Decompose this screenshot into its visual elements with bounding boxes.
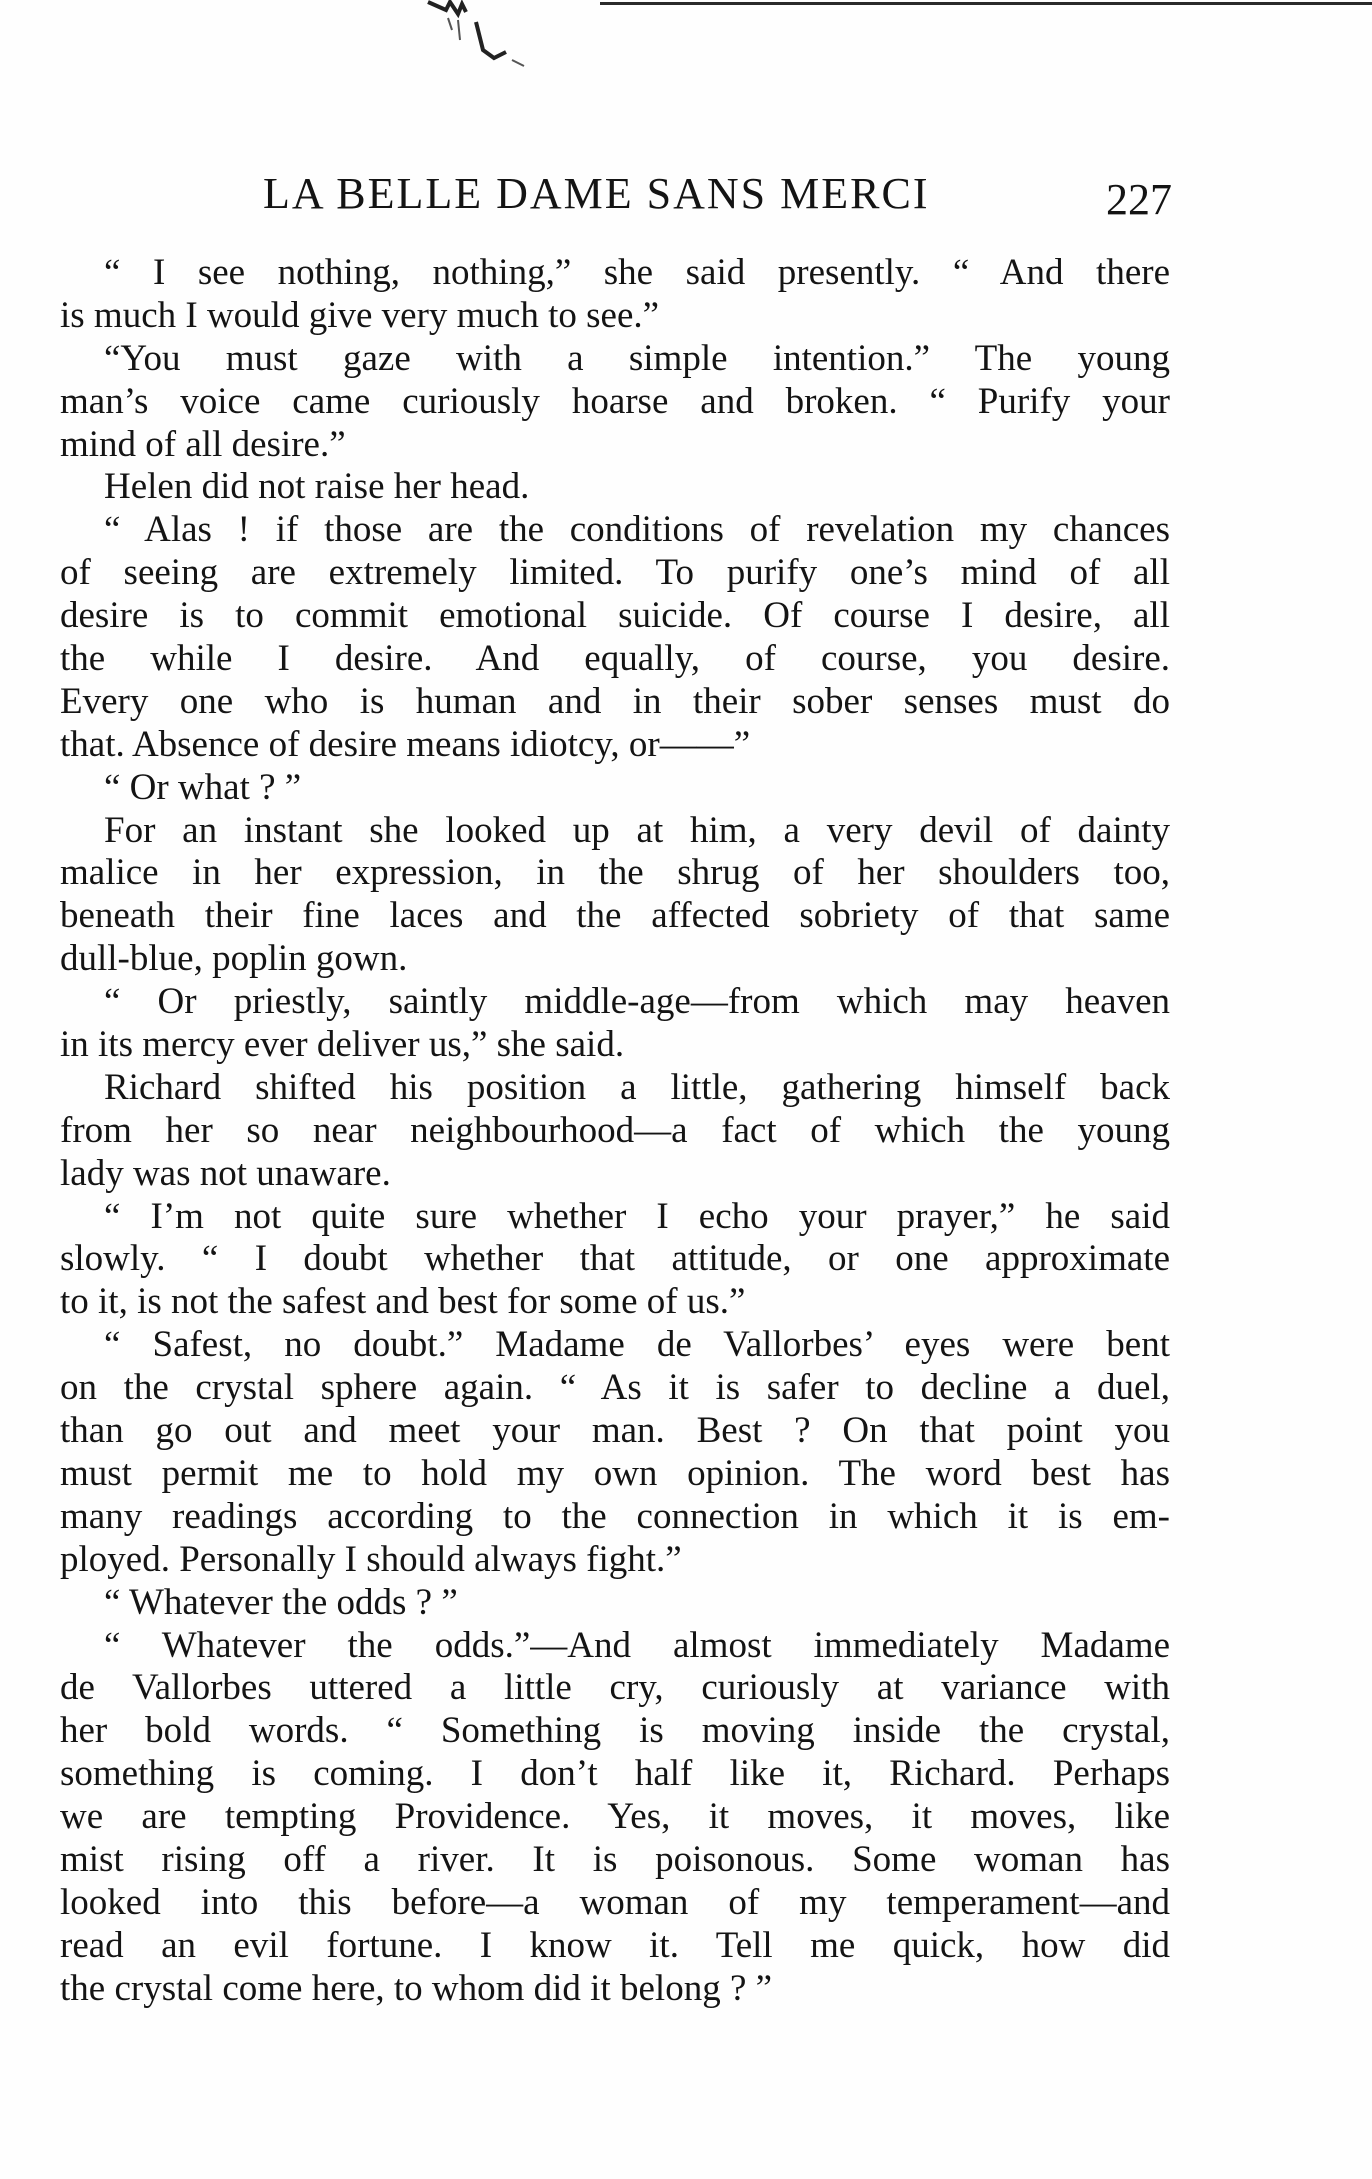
- text-line: “ Whatever the odds.”—And almost immediately Madame: [104, 1624, 1170, 1666]
- text-line: For an instant she looked up at him, a very devil of dainty: [104, 809, 1170, 851]
- text-line: “ I see nothing, nothing,” she said presently. “ And there: [104, 252, 1170, 293]
- text-line: on the crystal sphere again. “ As it is safer to decline a duel,: [60, 1367, 1170, 1409]
- text-line: “ Alas ! if those are the conditions of revelation my chances: [104, 509, 1170, 551]
- text-line: the crystal come here, to whom did it belong ? ”: [60, 1967, 773, 2009]
- page-number: 227: [1106, 175, 1172, 224]
- running-title: LA BELLE DAME SANS MERCI: [263, 169, 930, 218]
- text-line: read an evil fortune. I know it. Tell me quick, how did: [60, 1924, 1170, 1966]
- printer-ornament: [388, 0, 558, 80]
- text-line: of seeing are extremely limited. To purify one’s mind of all: [60, 552, 1170, 594]
- body-text: [60, 252, 1170, 2011]
- text-line: desire is to commit emotional suicide. Of course I desire, all: [60, 595, 1170, 637]
- page-header: [60, 168, 1170, 228]
- text-line: de Vallorbes uttered a little cry, curiously at variance with: [60, 1667, 1170, 1709]
- text-line: Helen did not raise her head.: [104, 466, 530, 508]
- text-line: many readings according to the connection in which it is em-: [60, 1495, 1170, 1537]
- text-line: “You must gaze with a simple intention.” The young: [104, 337, 1170, 379]
- text-line: mist rising off a river. It is poisonous. Some woman has: [60, 1838, 1170, 1880]
- text-line: “ I’m not quite sure whether I echo your prayer,” he said: [104, 1195, 1170, 1237]
- text-line: “ Or what ? ”: [104, 766, 302, 808]
- text-line: “ Whatever the odds ? ”: [104, 1581, 458, 1623]
- text-line: that. Absence of desire means idiotcy, or——”: [60, 723, 751, 765]
- top-border-rule: [600, 2, 1372, 5]
- text-line: slowly. “ I doubt whether that attitude, or one approximate: [60, 1238, 1170, 1280]
- text-line: the while I desire. And equally, of course, you desire.: [60, 638, 1170, 680]
- text-line: Richard shifted his position a little, gathering himself back: [104, 1066, 1170, 1108]
- text-line: her bold words. “ Something is moving inside the crystal,: [60, 1710, 1170, 1752]
- text-line: looked into this before—a woman of my temperament—and: [60, 1881, 1170, 1923]
- text-line: to it, is not the safest and best for some of us.”: [60, 1281, 746, 1323]
- text-line: is much I would give very much to see.”: [60, 294, 660, 336]
- text-line: dull-blue, poplin gown.: [60, 938, 408, 980]
- text-line: man’s voice came curiously hoarse and broken. “ Purify your: [60, 380, 1170, 422]
- text-line: something is coming. I don’t half like it, Richard. Perhaps: [60, 1753, 1170, 1795]
- text-line: we are tempting Providence. Yes, it moves, it moves, like: [60, 1796, 1170, 1838]
- text-line: Every one who is human and in their sober senses must do: [60, 680, 1170, 722]
- text-line: mind of all desire.”: [60, 423, 346, 465]
- text-line: beneath their fine laces and the affected sobriety of that same: [60, 895, 1170, 937]
- text-line: than go out and meet your man. Best ? On that point you: [60, 1410, 1170, 1452]
- text-line: lady was not unaware.: [60, 1152, 391, 1194]
- text-line: must permit me to hold my own opinion. The word best has: [60, 1452, 1170, 1494]
- text-line: ployed. Personally I should always fight.”: [60, 1538, 682, 1580]
- text-line: “ Or priestly, saintly middle-age—from which may heaven: [104, 981, 1170, 1023]
- text-line: “ Safest, no doubt.” Madame de Vallorbes’ eyes were bent: [104, 1324, 1170, 1366]
- text-line: malice in her expression, in the shrug of her shoulders too,: [60, 852, 1170, 894]
- text-line: in its mercy ever deliver us,” she said.: [60, 1024, 625, 1066]
- text-line: from her so near neighbourhood—a fact of which the young: [60, 1109, 1170, 1151]
